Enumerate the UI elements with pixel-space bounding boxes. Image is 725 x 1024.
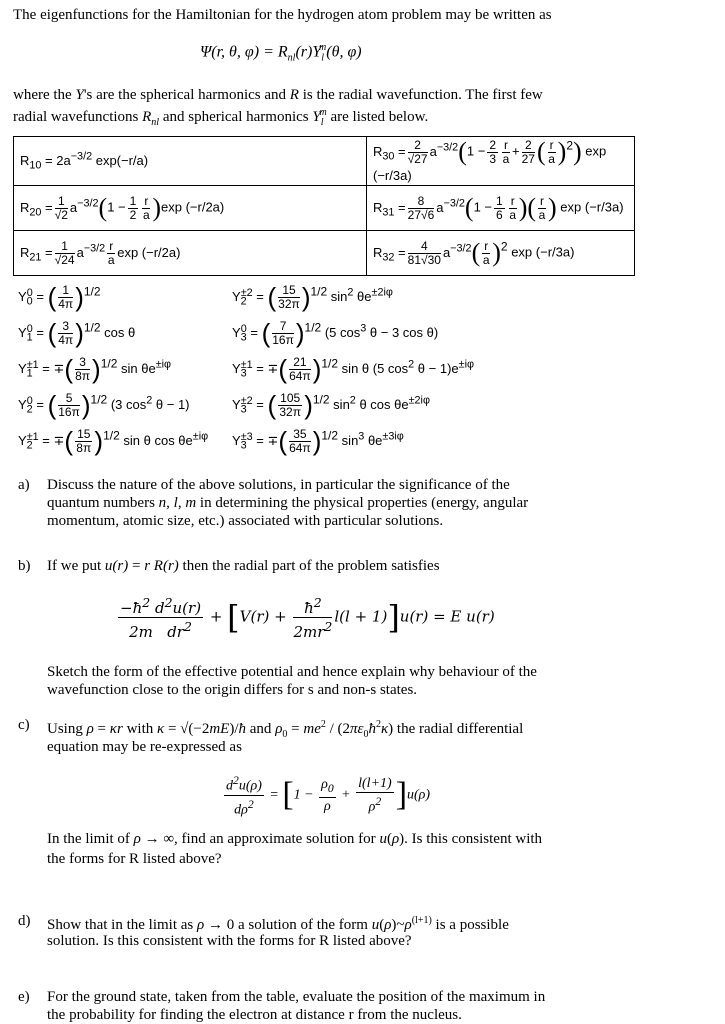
y20: $Y_2^0$ = ( $\frac{5}{16\pi}$ )$^{1/2}$ (3 $\cos^2 \theta - 1$) bbox=[18, 390, 190, 420]
radial-wavefunction-table bbox=[13, 136, 635, 276]
question-d-label: d) bbox=[18, 913, 31, 929]
main-equation: Ψ(r, θ, $\varphi) = R_{nl}(r)Y_l^m(\theta$, φ) bbox=[200, 42, 362, 64]
question-c-line-2: equation may be re-expressed as bbox=[47, 739, 242, 755]
question-c-line-3: In the limit of ρ → ∞, find an approximate solution for u(ρ). Is this consistent with bbox=[47, 831, 543, 847]
question-e-line-2: the probability for finding the electron at distance r from the nucleus. bbox=[47, 1007, 462, 1023]
question-b-label: b) bbox=[18, 558, 31, 574]
intro-line-2: where the Y's are the spherical harmonics and R is the radial wavefunction. The first few bbox=[13, 87, 543, 103]
question-b-line-3: wavefunction close to the origin differs for s and non-s states. bbox=[47, 682, 418, 698]
y2pm2: $Y_2^{\pm 2}$ = ( $\frac{15}{32\pi}$ )$^{1/2}$ $\sin^2 \theta e^{\pm 2i\varphi}$ bbox=[232, 282, 393, 312]
question-a-label: a) bbox=[18, 477, 30, 493]
y3pm1: $Y_3^{\pm 1}$ = ∓( $\frac{21}{64\pi}$ )$^{1/2}$ sin θ (5 $\cos^2 \theta - 1)e^{\pm i\varphi}$ bbox=[232, 354, 475, 384]
question-c-equation: $\frac{d^2u(\rho)}{d\rho^2}$ = [1 − $\frac{\rho_0}{\rho}$ + $\frac{l(l+1)}{\rho^2}$ ]u(ρ) bbox=[226, 774, 431, 818]
question-a-line-3: momentum, atomic size, etc.) associated with particular solutions. bbox=[47, 513, 444, 529]
y10: $Y_1^0$ = ( $\frac{3}{4\pi}$ )$^{1/2}$ cos θ bbox=[18, 318, 136, 348]
r10-cell: $R_{10} = 2a^{-3/2}$ exp(−r/a) bbox=[14, 137, 367, 186]
question-c-line-1: Using ρ = κr with κ = √(−2mE)/ħ and $\rho_0 = me^2$ / $(2\pi\varepsilon_0ħ^2\kappa)$ the radial differential bbox=[47, 719, 524, 740]
question-e-line-1: For the ground state, taken from the table, evaluate the position of the maximum in bbox=[47, 989, 546, 1005]
question-e-label: e) bbox=[18, 989, 30, 1005]
y1pm1: $Y_1^{\pm 1}$ = ∓( $\frac{3}{8\pi}$ )$^{1/2}$ $\sin \theta e^{\pm i\varphi}$ bbox=[18, 354, 172, 384]
y30: $Y_3^0$ = ( $\frac{7}{16\pi}$ )$^{1/2}$ (5 $\cos^3 \theta - 3$ cos θ) bbox=[232, 318, 439, 348]
intro-line-3: radial wavefunctions $R_{nl}$ and spherical harmonics $Y_l^m$ are listed below. bbox=[13, 107, 429, 128]
question-b-equation: $\frac{-ħ^2 d^2u(r)}{2m dr^2}$ + [V(r) + $\frac{ħ^2}{2mr^2}$ l(l + 1)]u(r) = E u(r) bbox=[120, 595, 495, 641]
intro-line-1: The eigenfunctions for the Hamiltonian for the hydrogen atom problem may be written as bbox=[13, 7, 552, 23]
y3pm2: $Y_3^{\pm 2}$ = ( $\frac{105}{32\pi}$ )$^{1/2}$ $\sin^2 \theta$ $\cos \theta e^{\pm 2i\varphi}$ bbox=[232, 390, 430, 420]
r21-cell: $R_{21}$ = $\frac{1}{√24}$ $a^{-3/2}$ $\frac{r}{a}$ exp (−r/2a) bbox=[14, 231, 367, 276]
question-a-line-1: Discuss the nature of the above solutions, in particular the significance of the bbox=[47, 477, 510, 493]
question-b-line-2: Sketch the form of the effective potential and hence explain why behaviour of the bbox=[47, 664, 537, 680]
y3pm3: $Y_3^{\pm 3}$ = ∓( $\frac{35}{64\pi}$ )$^{1/2}$ $\sin^3 \theta e^{\pm 3i\varphi}$ bbox=[232, 426, 404, 456]
y00: $Y_0^0$ = ( $\frac{1}{4\pi}$ )$^{1/2}$ bbox=[18, 282, 101, 312]
question-d-line-1: Show that in the limit as ρ → 0 a solution of the form $u(\rho)\sim\rho^{(l+1)}$ is a possible bbox=[47, 915, 509, 933]
y2pm1: $Y_2^{\pm 1}$ = ∓( $\frac{15}{8\pi}$ )$^{1/2}$ sin θ $\cos \theta e^{\pm i\varphi}$ bbox=[18, 426, 209, 456]
r20-cell: $R_{20}$ = $\frac{1}{√2}$ $a^{-3/2}(1$ − $\frac{1}{2}$ $\frac{r}{a}$ )exp (−r/2a) bbox=[14, 186, 367, 231]
question-c-label: c) bbox=[18, 717, 30, 733]
r31-cell: $R_{31}$ = $\frac{8}{27√6}$ $a^{-3/2}(1$ − $\frac{1}{6}$ $\frac{r}{a}$ )( $\frac{r}{a}$ ) exp (−r/3a) bbox=[367, 186, 635, 231]
question-d-line-2: solution. Is this consistent with the forms for R listed above? bbox=[47, 933, 412, 949]
question-a-line-2: quantum numbers n, l, m in determining the physical properties (energy, angular bbox=[47, 495, 529, 511]
question-c-line-4: the forms for R listed above? bbox=[47, 851, 222, 867]
r30-cell: $R_{30}$ = $\frac{2}{√27}$ $a^{-3/2}(1$ − $\frac{2}{3}$ $\frac{r}{a}$ + $\frac{2}{27}$ ( $\frac{r}{a}$ )$^2$) exp (−r/3a) bbox=[367, 137, 635, 186]
question-b-line-1: If we put u(r) = r R(r) then the radial part of the problem satisfies bbox=[47, 558, 440, 574]
r32-cell: $R_{32}$ = $\frac{4}{81√30}$ $a^{-3/2}$( $\frac{r}{a}$ )$^2$ exp (−r/3a) bbox=[367, 231, 635, 276]
